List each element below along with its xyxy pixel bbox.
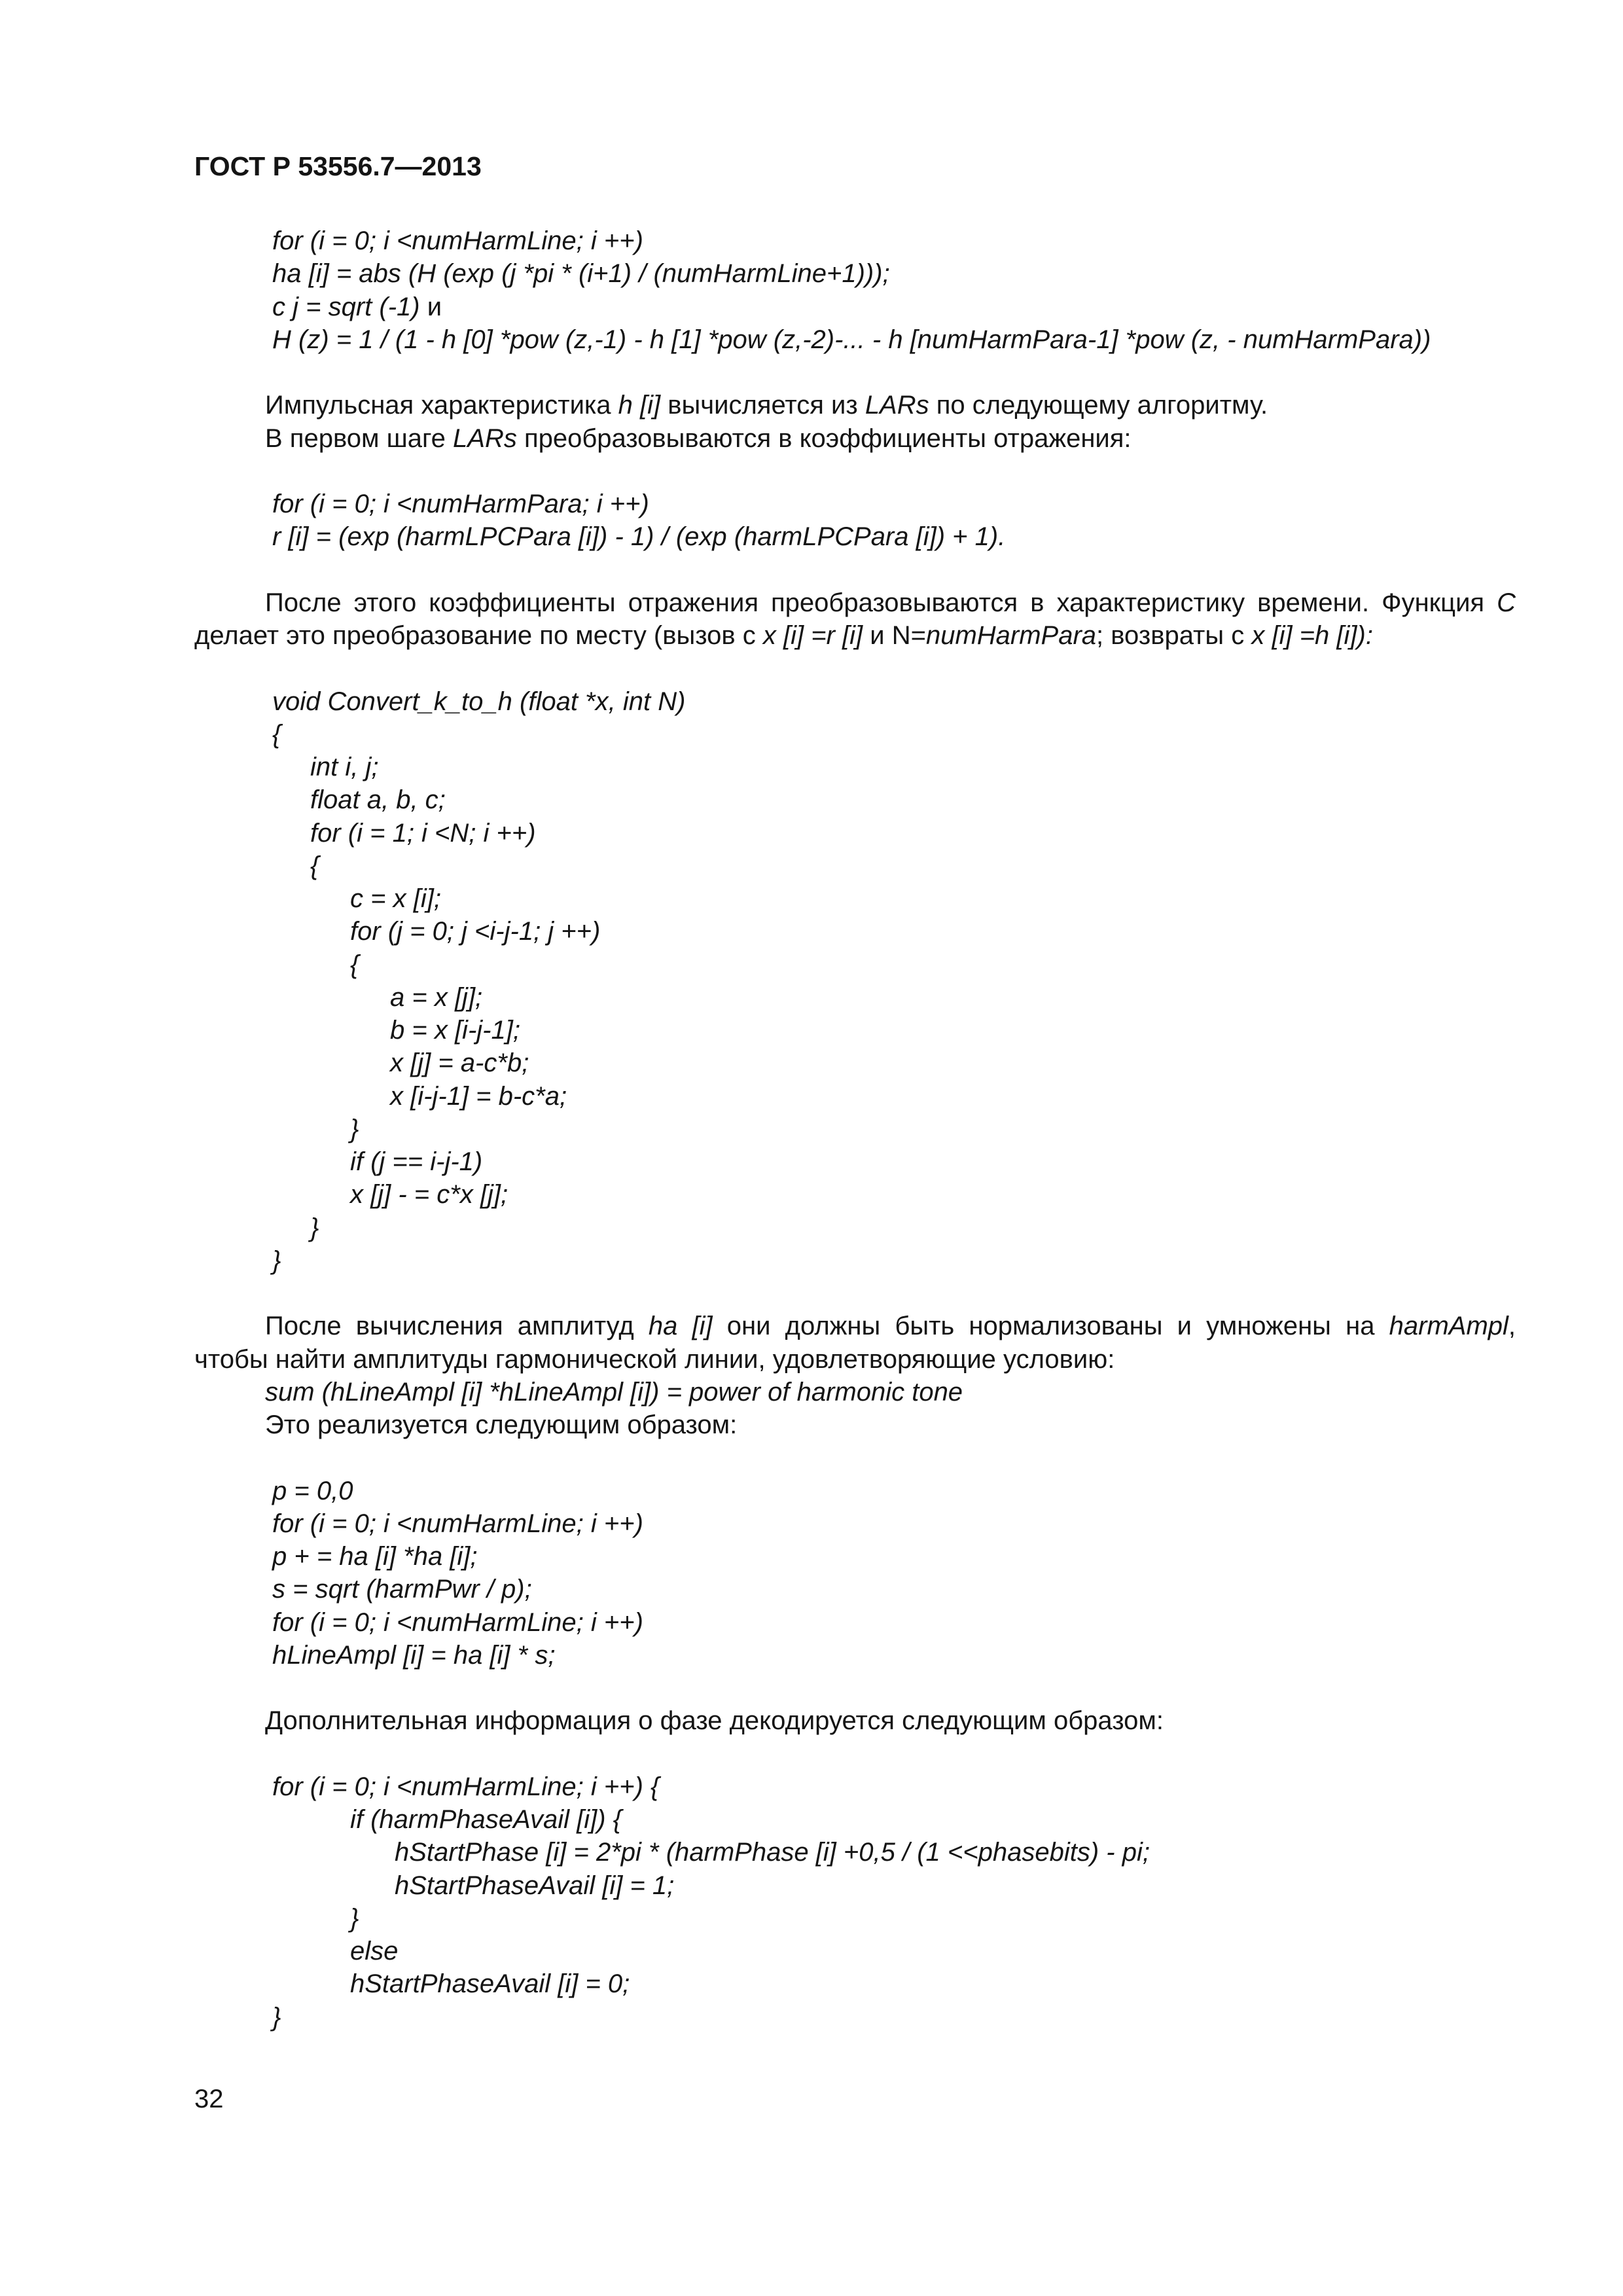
code-line: r [i] = (exp (harmLPCPara [i]) - 1) / (exp (harmLPCPara [i]) + 1). (272, 522, 1006, 552)
code-line: } (310, 1213, 319, 1242)
code-line: p = 0,0 (272, 1476, 353, 1505)
code-line: else (350, 1937, 399, 1965)
blank-line (0, 455, 1623, 488)
symbol-span: h [i] (618, 391, 661, 420)
code-line: { (272, 719, 281, 749)
paragraph-line (265, 1310, 1516, 1342)
symbol-span: numHarmPara (925, 621, 1097, 650)
code-line: x [j] = a-c*b; (390, 1049, 529, 1078)
code-line: hStartPhaseAvail [i] = 0; (350, 1969, 630, 1999)
code-line: a = x [j]; (390, 982, 483, 1012)
blank-line (0, 1441, 1623, 1474)
blank-line (0, 356, 1623, 389)
paragraph-line: Дополнительная информация о фазе декодируется следующим образом: (265, 1706, 1164, 1736)
code-line: if (j == i-j-1) (350, 1147, 483, 1176)
code-line-h-of-z: H (z) = 1 / (1 - h [0] *pow (z,-1) - h [1] *pow (z,-2)-... - h [numHarmPara-1] *pow (z, - numHarmPara)) (272, 325, 1431, 354)
code-line: int i, j; (310, 753, 379, 781)
code-line: c = x [i]; (350, 884, 441, 913)
blank-line (0, 1672, 1623, 1704)
page-body (0, 224, 1623, 2034)
paragraph-line (194, 619, 1623, 652)
code-line: if (harmPhaseAvail [i]) { (350, 1805, 622, 1834)
text-span: После вычисления амплитуд (265, 1312, 649, 1341)
text-span: и N= (863, 621, 926, 650)
code-line: } (272, 1246, 281, 1275)
standard-designation: ГОСТ Р 53556.7—2013 (194, 151, 482, 181)
paragraph-line: чтобы найти амплитуды гармонической линии, удовлетворяющие условию: (194, 1344, 1115, 1374)
symbol-span: x [i] =h [i]): (1251, 621, 1373, 650)
code-line: { (350, 950, 359, 979)
text-span: Импульсная характеристика (265, 391, 618, 420)
text-span: После этого коэффициенты отражения преобразовываются в характеристику времени. Функция (265, 588, 1497, 617)
code-line: for (i = 0; i <numHarmLine; i ++) (272, 1509, 643, 1538)
code-line: float a, b, c; (310, 785, 446, 815)
text-span: вычисляется из (660, 391, 865, 420)
code-line: for (i = 0; i <numHarmLine; i ++) (272, 1607, 643, 1637)
condition-formula: sum (hLineAmpl [i] *hLineAmpl [i]) = power of harmonic tone (265, 1377, 963, 1407)
text-span: , (1508, 1312, 1516, 1341)
text-span: по следующему алгоритму. (929, 391, 1268, 420)
symbol-span: LARs (865, 391, 929, 420)
text-span: делает это преобразование по месту (вызов с (194, 621, 763, 650)
text-span: В первом шаге (265, 423, 454, 453)
code-line: hStartPhase [i] = 2*pi * (harmPhase [i] +0,5 / (1 <<phasebits) - pi; (395, 1838, 1150, 1867)
paragraph-line (265, 586, 1516, 619)
paragraph-line: Это реализуется следующим образом: (265, 1410, 738, 1439)
code-line: for (j = 0; j <i-j-1; j ++) (350, 917, 601, 946)
symbol-span: LARs (453, 423, 517, 453)
blank-line (0, 554, 1623, 586)
code-line: hStartPhaseAvail [i] = 1; (395, 1871, 675, 1900)
code-line: s = sqrt (harmPwr / p); (272, 1575, 532, 1604)
code-line-harm-loop: for (i = 0; i <numHarmLine; i ++) (272, 226, 643, 255)
code-line: } (272, 2002, 281, 2032)
code-line: for (i = 0; i <numHarmLine; i ++) { (272, 1772, 660, 1801)
code-line: void Convert_k_to_h (float *x, int N) (272, 687, 686, 716)
code-line: x [j] - = c*x [j]; (350, 1180, 508, 1210)
code-line-imaginary-unit (272, 291, 1623, 323)
imaginary-unit-formula: c j = sqrt (-1) (272, 292, 420, 321)
text-span: преобразовываются в коэффициенты отражения: (516, 423, 1132, 453)
code-line: b = x [i-j-1]; (390, 1016, 520, 1045)
code-line: for (i = 1; i <N; i ++) (310, 818, 536, 848)
code-line-ha-expression: ha [i] = abs (H (exp (j *pi * (i+1) / (numHarmLine+1))); (272, 259, 890, 289)
symbol-span: x [i] =r [i] (762, 621, 863, 650)
text-span: ; возвраты с (1096, 621, 1252, 650)
code-line: { (310, 851, 319, 880)
code-line: p + = ha [i] *ha [i]; (272, 1542, 478, 1571)
blank-line (0, 1738, 1623, 1770)
code-line: for (i = 0; i <numHarmPara; i ++) (272, 490, 649, 518)
symbol-span: C (1497, 588, 1516, 617)
blank-line (0, 652, 1623, 685)
code-line: } (350, 1114, 359, 1143)
code-line: } (350, 1903, 359, 1933)
code-line: x [i-j-1] = b-c*a; (390, 1081, 567, 1111)
blank-line (0, 1277, 1623, 1310)
text-span: они должны быть нормализованы и умножены на (712, 1312, 1389, 1341)
symbol-span: harmAmpl (1389, 1312, 1508, 1341)
symbol-span: ha [i] (648, 1312, 713, 1341)
paragraph-line (265, 422, 1623, 455)
conjunction: и (419, 292, 442, 321)
page-number: 32 (194, 2085, 224, 2113)
paragraph-line (265, 389, 1623, 422)
code-line: hLineAmpl [i] = ha [i] * s; (272, 1640, 556, 1670)
